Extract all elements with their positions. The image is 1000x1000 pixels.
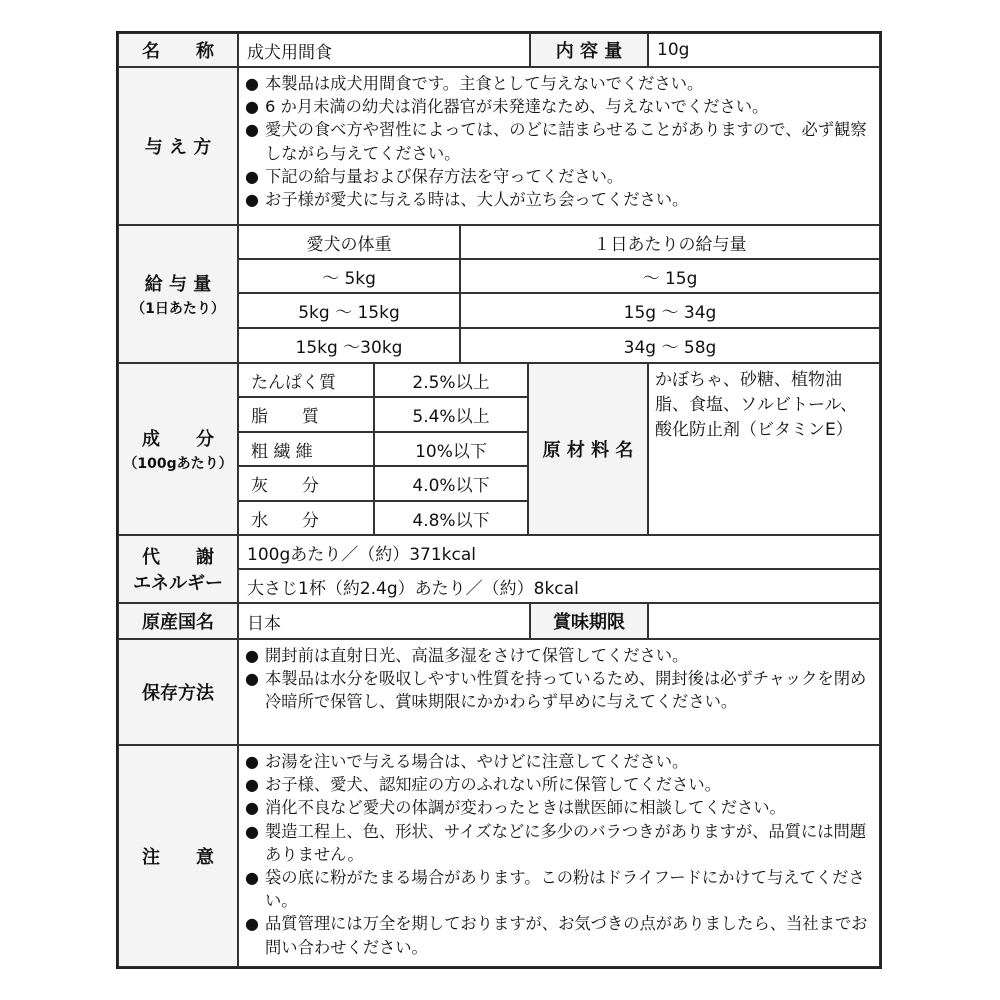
storage-header (118, 639, 238, 745)
amount-weight-1: ～ 5kg (238, 259, 460, 293)
feeding-bullet-item: ● 下記の給与量および保存方法を守ってください。 (245, 165, 873, 188)
energy-line2: 大さじ1杯（約2.4g）あたり／（約）8kcal (238, 569, 880, 603)
feeding-bullet-item: ● 6 か月未満の幼犬は消化器官が未発達なため、与えないでください。 (245, 95, 873, 118)
feeding-label: 与 え 方 (144, 137, 212, 158)
caution-label: 注 意 (142, 847, 214, 868)
amount-label: 給 与 量 (144, 274, 212, 295)
amount-value-3: 34g ～ 58g (460, 328, 880, 363)
energy-header (118, 535, 238, 603)
caution-bullet-item: ● 製造工程上、色、形状、サイズなどに多少のバラつきがありますが、品質には問題ありません。 (245, 820, 873, 866)
amount-weight-3: 15kg ～30kg (238, 328, 460, 363)
feeding-list (239, 68, 879, 215)
name-header (118, 33, 238, 67)
comp-value-2: 5.4%以上 (374, 397, 528, 432)
energy-label-line2: エネルギー (133, 573, 223, 594)
best-before-value (648, 603, 880, 639)
caution-bullet-item: ● お湯を注いで与える場合は、やけどに注意してください。 (245, 750, 873, 773)
comp-value-1: 2.5%以上 (374, 363, 528, 397)
amount-header (118, 225, 238, 363)
volume-value: 10g (648, 33, 880, 67)
feeding-bullet-item: ● 本製品は成犬用間食です。主食として与えないでください。 (245, 72, 873, 95)
name-label: 名 称 (142, 41, 214, 62)
amount-col-amount: １日あたりの給与量 (460, 225, 880, 259)
caution-bullet-item: ● お子様、愛犬、認知症の方のふれない所に保管してください。 (245, 773, 873, 796)
comp-name-3: 粗 繊 維 (238, 432, 374, 466)
storage-instructions (238, 639, 880, 745)
amount-weight-2: 5kg ～ 15kg (238, 293, 460, 328)
comp-name-5: 水 分 (238, 501, 374, 535)
amount-value-1: ～ 15g (460, 259, 880, 293)
feeding-instructions (238, 67, 880, 225)
storage-label: 保存方法 (142, 683, 214, 704)
best-before-label: 賞味期限 (553, 612, 625, 633)
storage-bullet-item: ● 開封前は直射日光、高温多湿をさけて保管してください。 (245, 644, 873, 667)
comp-name-1: たんぱく質 (238, 363, 374, 397)
caution-header (118, 745, 238, 967)
product-info-table (116, 31, 882, 969)
feeding-bullet-item: ● お子様が愛犬に与える時は、大人が立ち会ってください。 (245, 188, 873, 211)
energy-line1: 100gあたり／（約）371kcal (238, 535, 880, 569)
comp-value-5: 4.8%以下 (374, 501, 528, 535)
origin-header (118, 603, 238, 639)
caution-bullet-item: ● 品質管理には万全を期しておりますが、お気づきの点がありましたら、当社までお問い合わせください。 (245, 912, 873, 958)
amount-value-2: 15g ～ 34g (460, 293, 880, 328)
caution-notes (238, 745, 880, 967)
feeding-bullet-item: ● 愛犬の食べ方や習性によっては、のどに詰まらせることがありますので、必ず観察しながら与えてください。 (245, 118, 873, 164)
caution-bullet-item: ● 袋の底に粉がたまる場合があります。この粉はドライフードにかけて与えてください。 (245, 866, 873, 912)
caution-list (239, 746, 879, 963)
origin-label: 原産国名 (142, 612, 214, 633)
name-value: 成犬用間食 (238, 33, 530, 67)
storage-bullet-item: ● 本製品は水分を吸収しやすい性質を持っているため、開封後は必ずチャックを閉め冷暗所で保管し、賞味期限にかかわらず早めに与えてください。 (245, 667, 873, 713)
composition-header (118, 363, 238, 535)
energy-label-line1: 代 謝 (142, 547, 214, 568)
volume-header (530, 33, 648, 67)
comp-value-3: 10%以下 (374, 432, 528, 466)
storage-list (239, 640, 879, 718)
best-before-header (530, 603, 648, 639)
amount-sublabel: （1日あたり） (131, 301, 225, 317)
comp-value-4: 4.0%以下 (374, 466, 528, 501)
comp-name-4: 灰 分 (238, 466, 374, 501)
amount-col-weight: 愛犬の体重 (238, 225, 460, 259)
ingredients-label: 原 材 料 名 (542, 440, 634, 461)
origin-value: 日本 (238, 603, 530, 639)
caution-bullet-item: ● 消化不良など愛犬の体調が変わったときは獣医師に相談してください。 (245, 796, 873, 819)
ingredients-value: かぼちゃ、砂糖、植物油脂、食塩、ソルビトール、酸化防止剤（ビタミンE） (648, 363, 880, 535)
comp-name-2: 脂 質 (238, 397, 374, 432)
composition-label: 成 分 (142, 429, 214, 450)
volume-label: 内 容 量 (555, 41, 623, 62)
feeding-header (118, 67, 238, 225)
ingredients-header (528, 363, 648, 535)
composition-sublabel: （100gあたり） (123, 456, 233, 472)
